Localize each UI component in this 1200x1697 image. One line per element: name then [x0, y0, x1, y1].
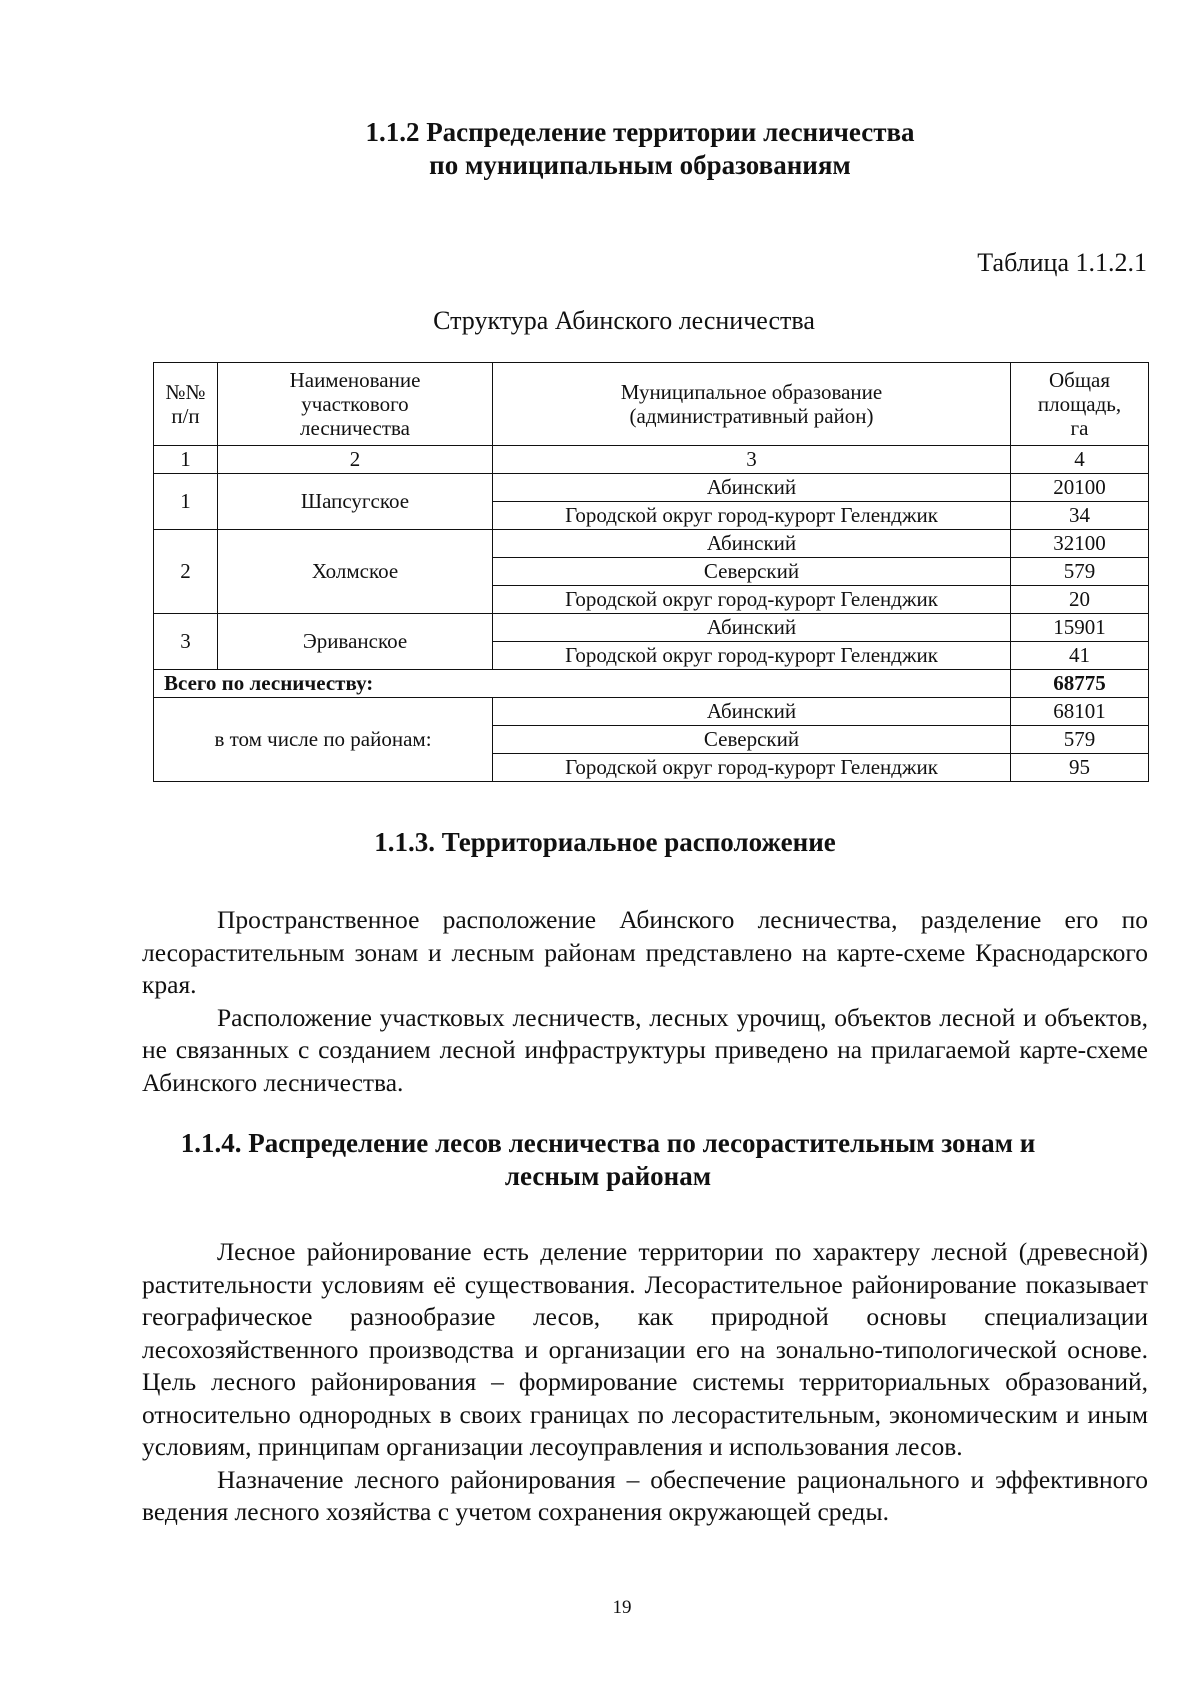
group-name-cell: Холмское	[218, 530, 493, 614]
area-cell: 20100	[1011, 474, 1149, 502]
municipality-cell: Городской округ город-курорт Геленджик	[493, 586, 1011, 614]
group-num-cell: 1	[154, 474, 218, 530]
page-number: 19	[612, 1597, 632, 1618]
area-cell: 579	[1011, 558, 1149, 586]
paragraph: Лесное районирование есть деление территории по характеру лесной (древесной) растительности условиям её существования. Лесорастительное районирование показывает географическое разнообразие лесов, как природной основы специализации лесохозяйственного производства и организации его на зонально-типологической основе. Цель лесного районирования – формирование системы территориальных образований, относительно однородных в своих границах по лесорастительным, экономическим и иным условиям, принципам организации лесоуправления и использования лесов.	[142, 1237, 1148, 1461]
header-forestry-name: Наименование участкового лесничества	[218, 363, 493, 446]
municipality-cell: Абинский	[493, 698, 1011, 726]
column-number-cell: 2	[218, 446, 493, 474]
area-cell: 68101	[1011, 698, 1149, 726]
column-number-cell: 4	[1011, 446, 1149, 474]
group-num-cell: 2	[154, 530, 218, 614]
section-113-heading: 1.1.3. Территориальное расположение	[374, 827, 836, 857]
paragraph: Пространственное расположение Абинского лесничества, разделение его по лесорастительным зонам и лесным районам представлено на карте-схеме Краснодарского края.	[142, 905, 1148, 999]
area-cell: 579	[1011, 726, 1149, 754]
table-caption: Структура Абинского лесничества	[433, 306, 815, 335]
table-row	[154, 474, 1149, 502]
area-cell: 20	[1011, 586, 1149, 614]
table-label: Таблица 1.1.2.1	[977, 248, 1147, 277]
area-cell: 95	[1011, 754, 1149, 782]
paragraph: Расположение участковых лесничеств, лесных урочищ, объектов лесной и объектов, не связанных с созданием лесной инфраструктуры приведено на прилагаемой карте-схеме Абинского лесничества.	[142, 1002, 1148, 1097]
header-num: №№ п/п	[154, 363, 218, 446]
forestry-structure-table	[153, 362, 1149, 782]
group-name-cell: Шапсугское	[218, 474, 493, 530]
section-114-title-line2: лесным районам	[504, 1161, 712, 1191]
column-number-row	[154, 446, 1149, 474]
municipality-cell: Абинский	[493, 530, 1011, 558]
table-header-row	[154, 363, 1149, 446]
section-112-heading	[40, 116, 1200, 182]
area-cell: 41	[1011, 642, 1149, 670]
section-112-title-line1: 1.1.2 Распределение территории лесничества	[365, 117, 915, 147]
table-row	[154, 530, 1149, 558]
municipality-cell: Северский	[493, 726, 1011, 754]
total-row	[154, 670, 1149, 698]
municipality-cell: Абинский	[493, 614, 1011, 642]
group-num-cell: 3	[154, 614, 218, 670]
header-municipality: Муниципальное образование (административный район)	[493, 363, 1011, 446]
column-number-cell: 1	[154, 446, 218, 474]
paragraph: Назначение лесного районирования – обеспечение рационального и эффективного ведения лесного хозяйства с учетом сохранения окружающей среды.	[142, 1464, 1148, 1526]
table-row	[154, 698, 1149, 726]
section-113-body	[142, 904, 1148, 1099]
section-114-title-line1: 1.1.4. Распределение лесов лесничества по лесорастительным зонам и	[180, 1128, 1036, 1158]
municipality-cell: Городской округ город-курорт Геленджик	[493, 502, 1011, 530]
by-district-label: в том числе по районам:	[154, 698, 493, 782]
area-cell: 32100	[1011, 530, 1149, 558]
area-cell: 15901	[1011, 614, 1149, 642]
area-cell: 34	[1011, 502, 1149, 530]
section-114-heading	[8, 1127, 1200, 1193]
total-value: 68775	[1011, 670, 1149, 698]
total-label: Всего по лесничеству:	[154, 670, 1011, 698]
municipality-cell: Городской округ город-курорт Геленджик	[493, 754, 1011, 782]
table-row	[154, 614, 1149, 642]
group-name-cell: Эриванское	[218, 614, 493, 670]
municipality-cell: Абинский	[493, 474, 1011, 502]
section-114-body	[142, 1236, 1148, 1529]
section-112-title-line2: по муниципальным образованиям	[429, 150, 851, 180]
header-area: Общая площадь, га	[1011, 363, 1149, 446]
column-number-cell: 3	[493, 446, 1011, 474]
municipality-cell: Городской округ город-курорт Геленджик	[493, 642, 1011, 670]
municipality-cell: Северский	[493, 558, 1011, 586]
